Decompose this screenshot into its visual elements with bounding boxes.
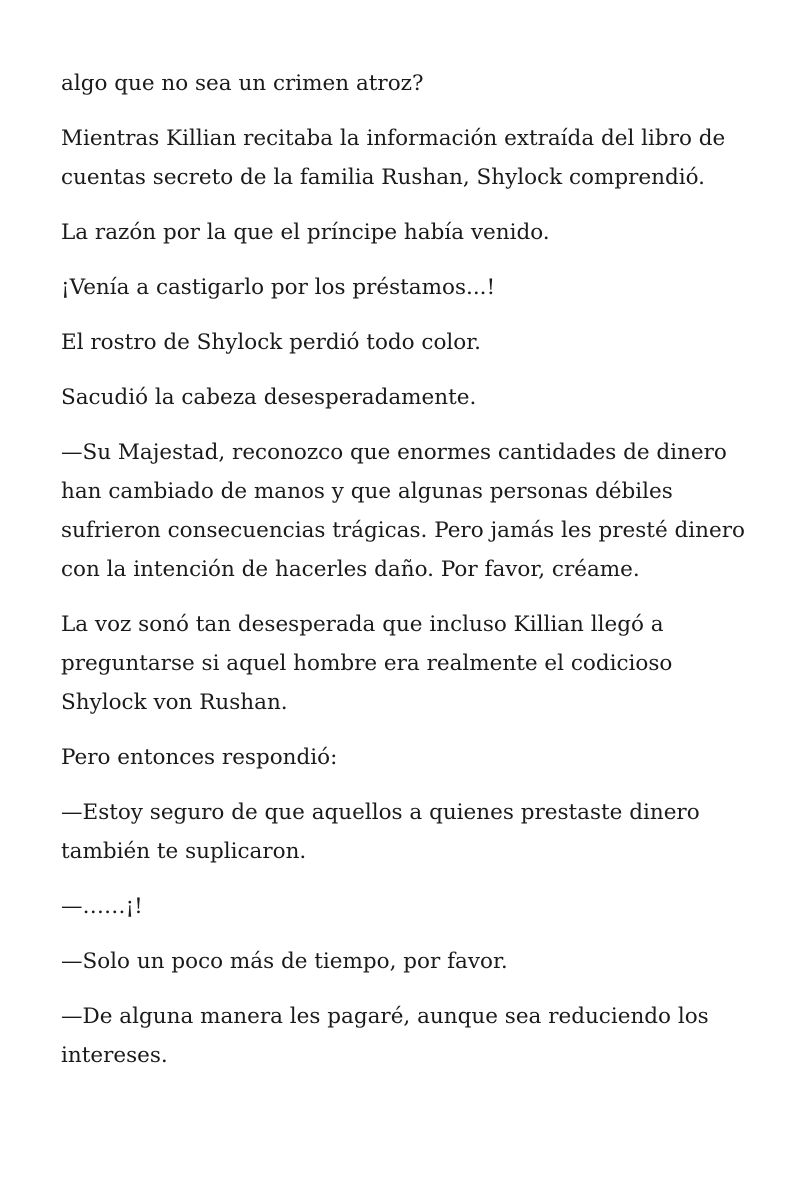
paragraph: Pero entonces respondió: — [61, 745, 338, 770]
paragraph: Sacudió la cabeza desesperadamente. — [61, 385, 477, 410]
paragraph: El rostro de Shylock perdió todo color. — [61, 330, 481, 355]
paragraph: algo que no sea un crimen atroz? — [61, 71, 424, 96]
paragraph: ¡Venía a castigarlo por los préstamos...! — [61, 275, 496, 300]
text-body — [61, 64, 751, 1091]
paragraph: —……¡! — [61, 894, 143, 919]
paragraph: —Su Majestad, reconozco que enormes cantidades de dinero han cambiado de manos y que algunas personas débiles sufrieron consecuencias trágicas. Pero jamás les presté dinero con la intención de hacerles daño. Por favor, créame. — [61, 440, 745, 582]
paragraph: Mientras Killian recitaba la información extraída del libro de cuentas secreto de la familia Rushan, Shylock comprendió. — [61, 126, 726, 190]
paragraph: —Solo un poco más de tiempo, por favor. — [61, 949, 508, 974]
paragraph: —Estoy seguro de que aquellos a quienes prestaste dinero también te suplicaron. — [61, 800, 700, 864]
paragraph: La voz sonó tan desesperada que incluso Killian llegó a preguntarse si aquel hombre era realmente el codicioso Shylock von Rushan. — [61, 612, 673, 715]
paragraph: —De alguna manera les pagaré, aunque sea reduciendo los intereses. — [61, 1004, 709, 1068]
paragraph: La razón por la que el príncipe había venido. — [61, 220, 550, 245]
